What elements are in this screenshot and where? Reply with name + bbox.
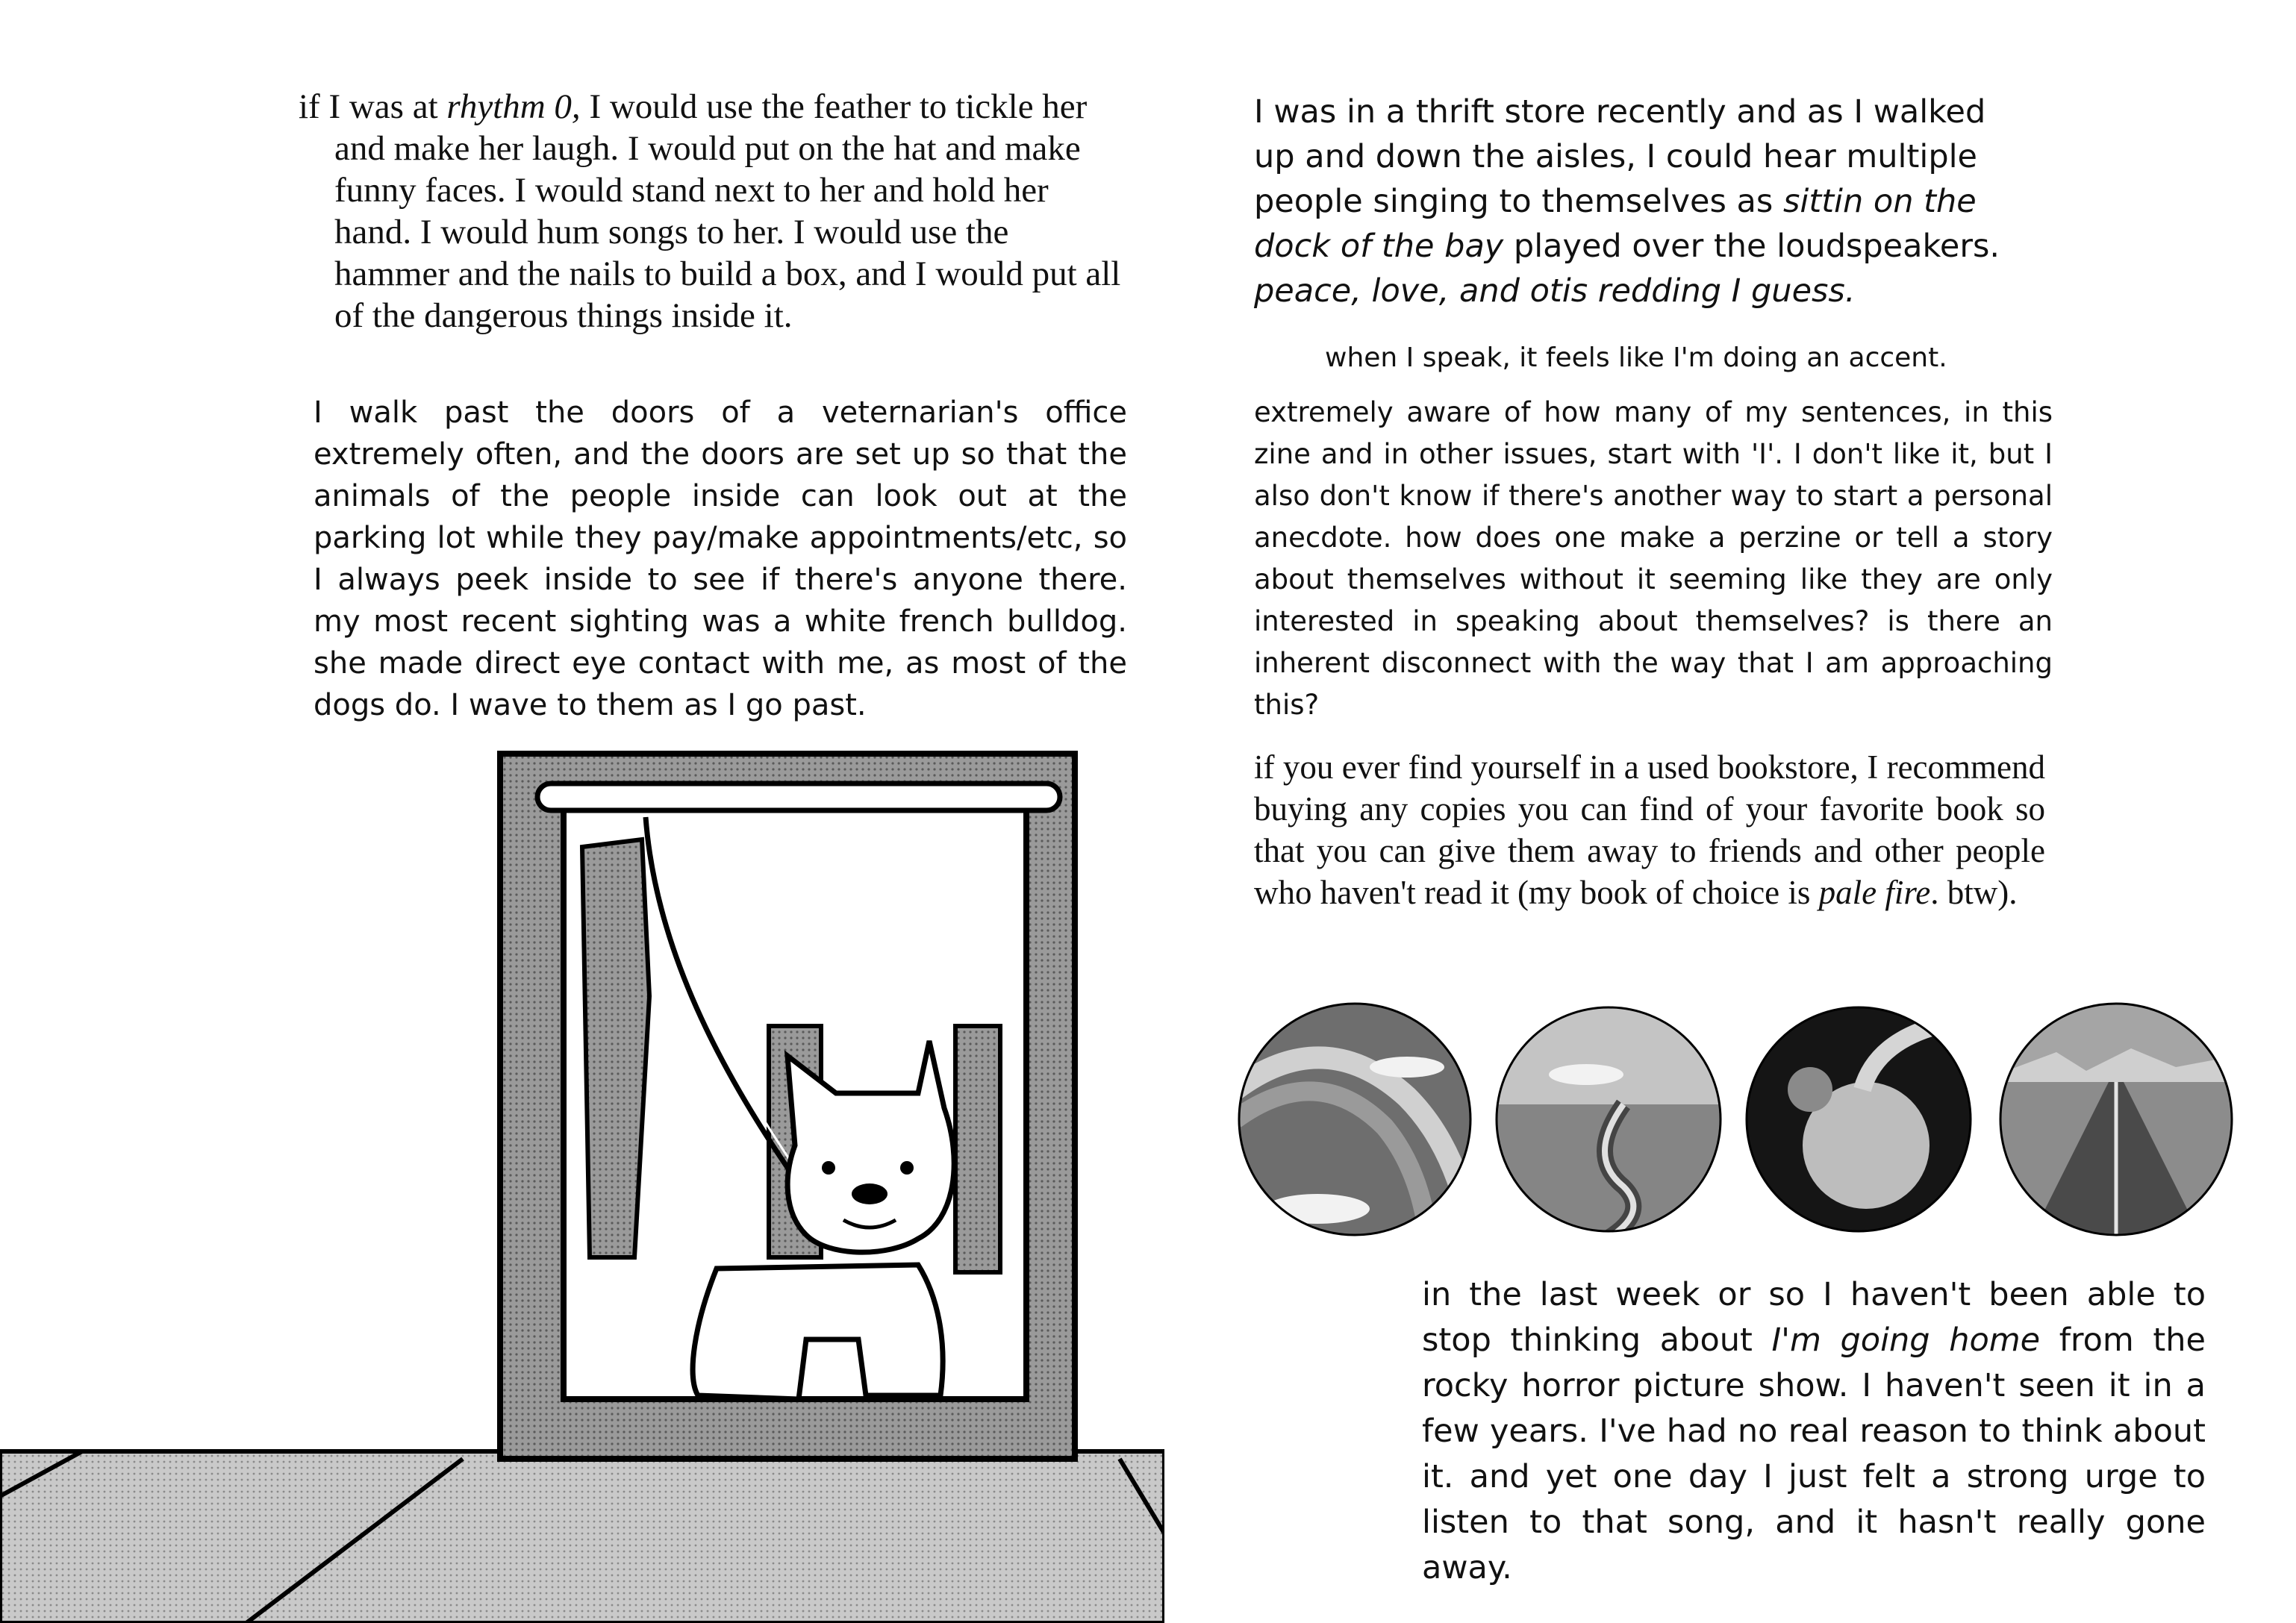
rocky-text-before: in the last week or so I haven't been able to stop thinking about xyxy=(1422,1276,2206,1359)
rhythm-zero-paragraph xyxy=(299,86,1127,337)
accent-line xyxy=(1325,340,1997,377)
accent-text: when I speak, it feels like I'm doing an accent. xyxy=(1325,343,1947,373)
moon-rainbow-image xyxy=(1743,992,1982,1246)
sentences-paragraph xyxy=(1254,392,2053,726)
highway-mountains-image xyxy=(1997,992,2243,1246)
rhythm-title: rhythm 0, xyxy=(446,87,581,126)
veterinarian-text: I walk past the doors of a veternarian's office extremely often, and the doors are set up so that the animals of the people inside can look out at the parking lot while they pay/make appointments/etc, so I always peek inside to see if there's anyone there. my most recent sighting was a white french bulldog. she made direct eye contact with me, as most of the dogs do. I wave to them as I go past. xyxy=(313,395,1127,722)
rocky-text-after: from the rocky horror picture show. I haven't seen it in a few years. I've had no real reason to think about it. and yet one day I just felt a strong urge to listen to that song, and it hasn't really gone away. xyxy=(1422,1322,2206,1586)
thrift-text-middle: played over the loudspeakers. xyxy=(1503,228,2000,265)
rainbows-clouds-image xyxy=(1235,992,1482,1246)
circle-collage-row xyxy=(1235,992,2265,1246)
rhythm-text-before: if I was at xyxy=(299,87,447,126)
thrift-store-paragraph xyxy=(1254,90,2000,313)
aware-text: extremely aware of how many of my sentences, in this zine and in other issues, start with 'I'. I don't like it, but I also don't know if there's another way to start a personal anecdote. how does one make a perzine or tell a story about themselves without it seeming like they are only interested in speaking about themselves? is there an inherent disconnect with the way that I am approaching this? xyxy=(1254,396,2053,721)
veterinarian-paragraph xyxy=(313,392,1127,726)
rocky-horror-paragraph xyxy=(1422,1272,2206,1591)
rhythm-text-after: I would use the feather to tickle her and make her laugh. I would put on the hat and make funny faces. I would stand next to her and hold her hand. I would hum songs to her. I would use the hammer and the nails to build a box, and I would put all of the dangerous things inside it. xyxy=(334,87,1121,335)
french-bulldog-illustration xyxy=(0,742,1164,1623)
bookstore-text-before: if you ever find yourself in a used bookstore, I recommend buying any copies you can find of your favorite book so that you can give them away to friends and other people who haven't read it (my book of choice is xyxy=(1254,748,2045,911)
bookstore-paragraph xyxy=(1254,746,2045,913)
thrift-text-before: I was in a thrift store recently and as I walked up and down the aisles, I could hear multiple people singing to themselves as xyxy=(1254,93,1986,220)
book-title: pale fire xyxy=(1818,874,1931,911)
song-title-im-going-home: I'm going home xyxy=(1771,1322,2041,1359)
river-road-image xyxy=(1489,992,1735,1246)
bookstore-text-after: . btw). xyxy=(1930,874,2018,911)
song-title: sittin on the dock of the bay xyxy=(1254,183,1977,265)
thrift-closing: peace, love, and otis redding I guess. xyxy=(1254,272,1856,310)
